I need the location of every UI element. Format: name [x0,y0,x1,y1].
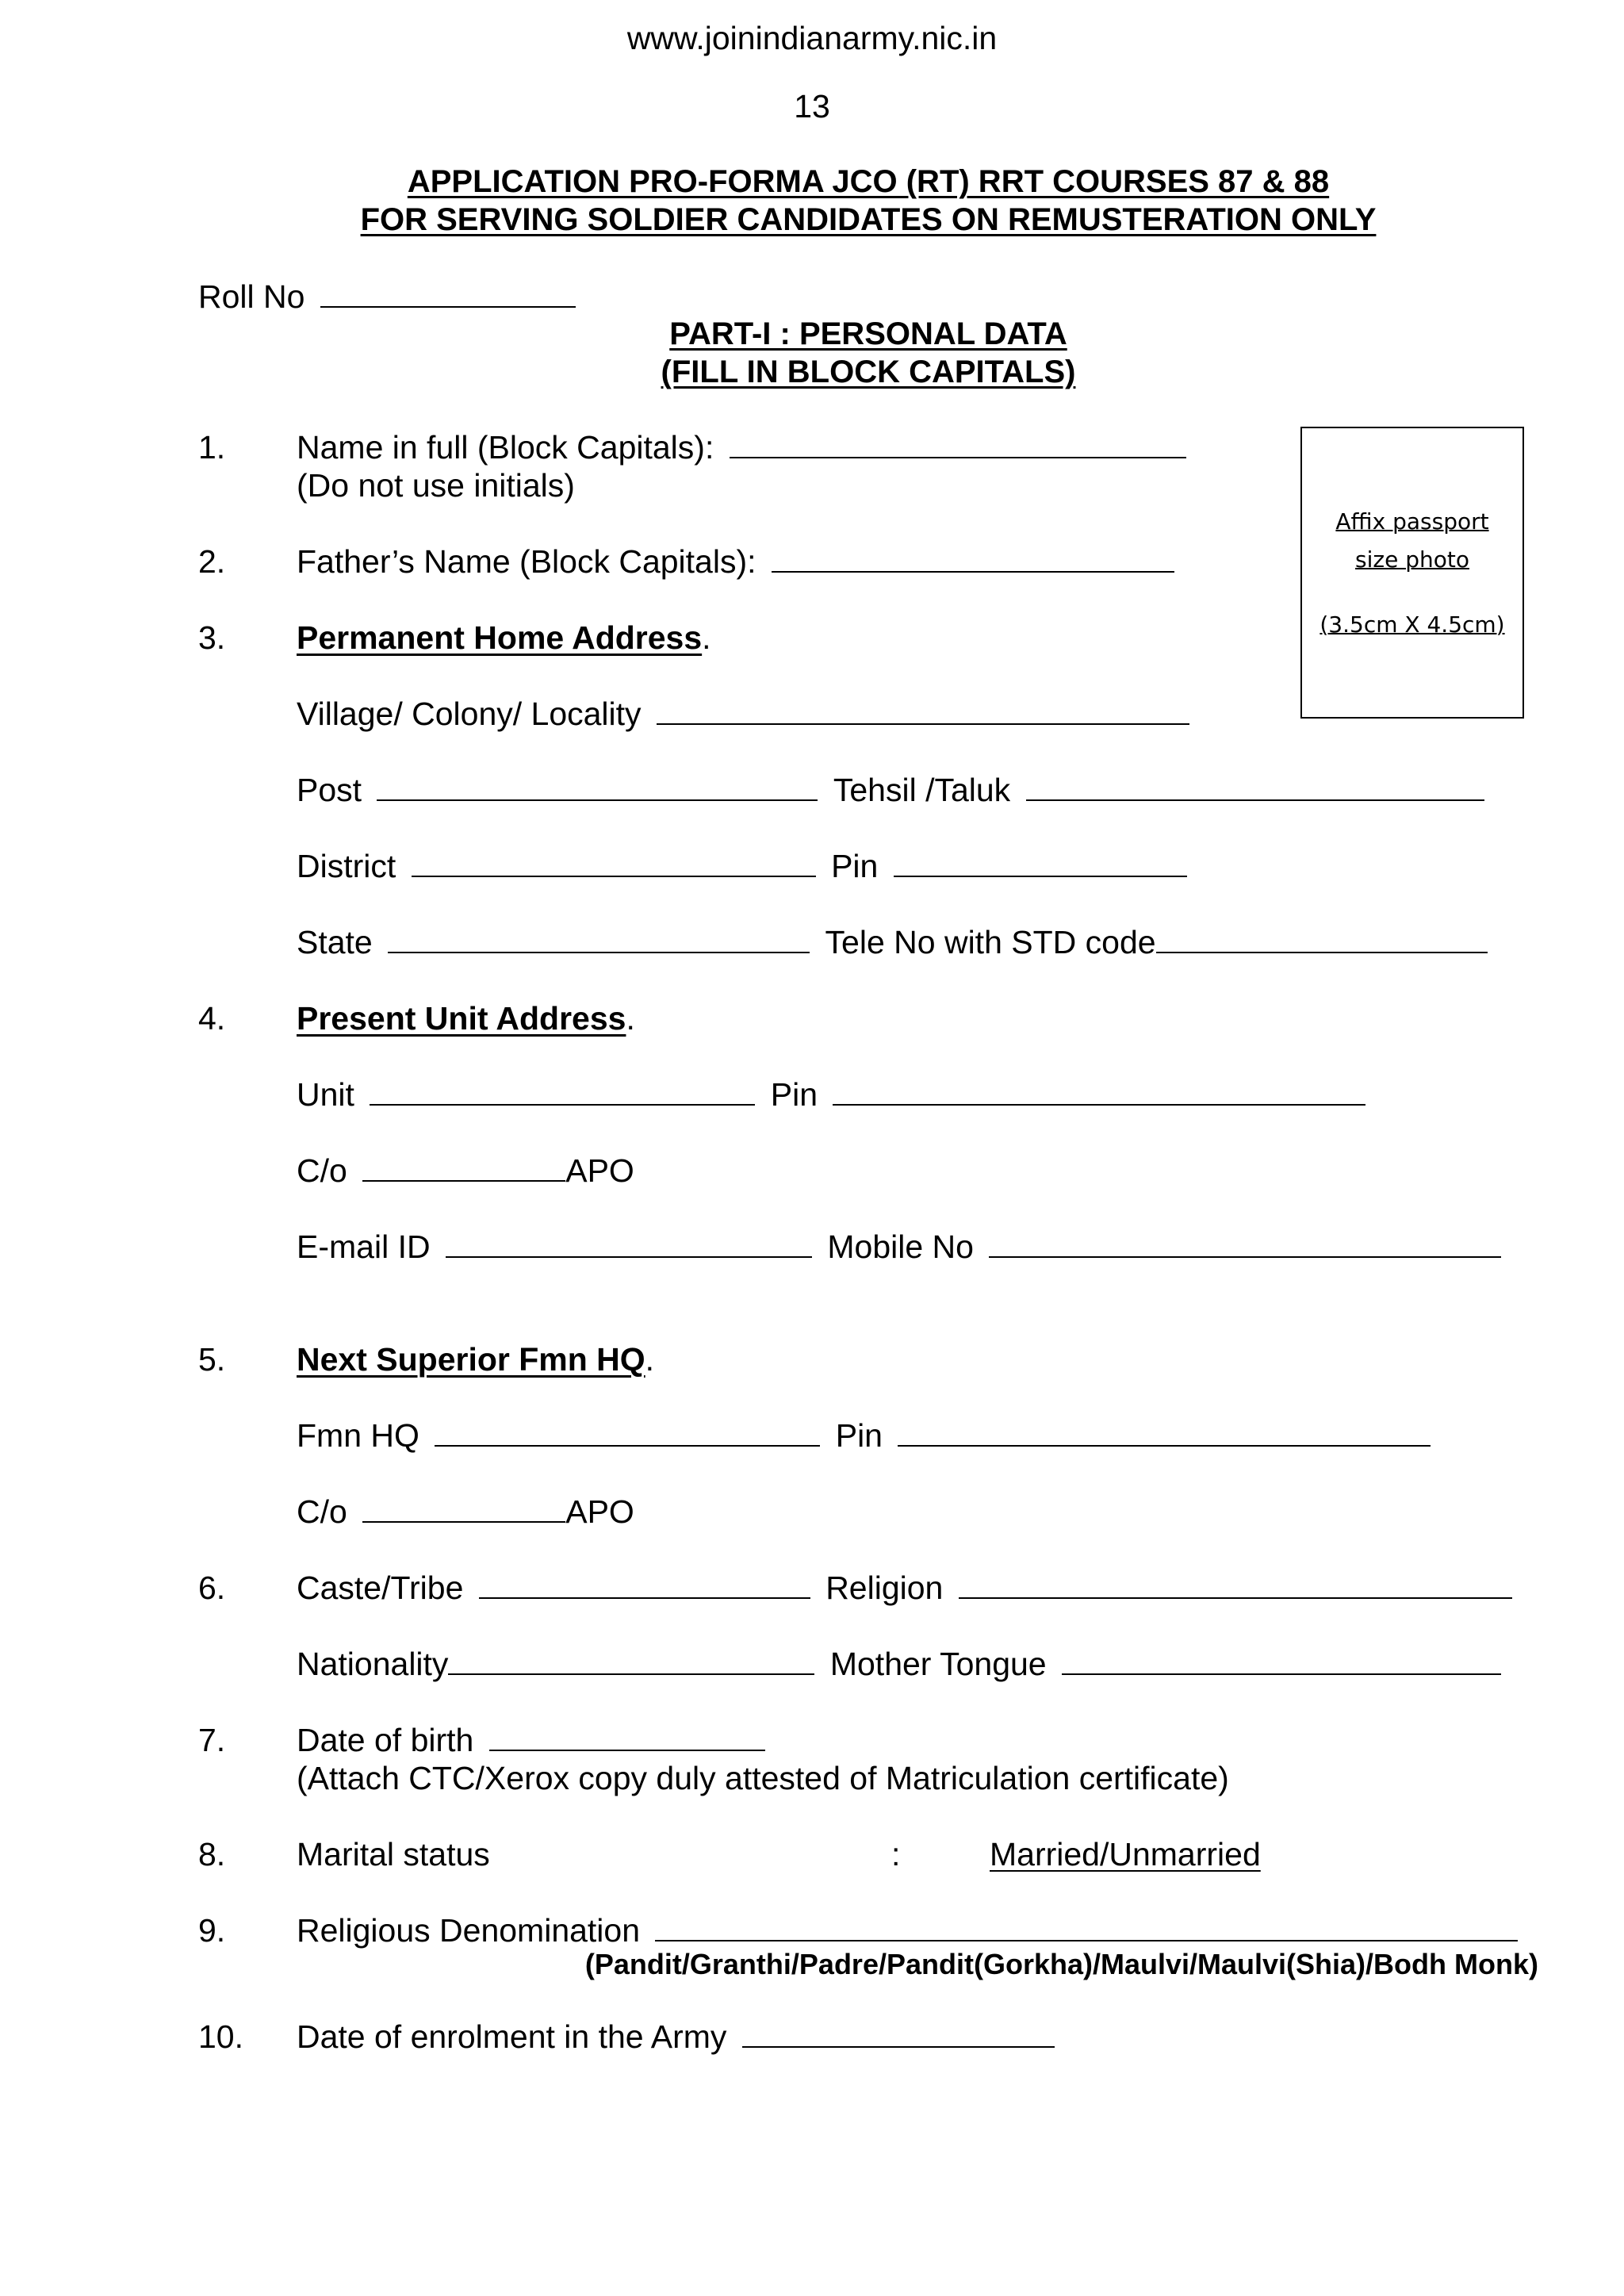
tele-field[interactable] [1156,923,1488,953]
roll-no-label: Roll No [198,278,305,315]
email-label: E-mail ID [297,1228,431,1265]
passport-photo-box[interactable] [1300,427,1524,719]
fmn-pin-label: Pin [835,1417,883,1454]
home-address-heading-row [297,619,711,657]
item-number-2: 2. [198,543,226,580]
unit-address-heading: Present Unit Address [297,1000,626,1037]
unit-address-dot: . [626,1000,635,1037]
dob-note: (Attach CTC/Xerox copy duly attested of Matriculation certificate) [297,1760,1229,1796]
pin-label: Pin [831,848,879,884]
caste-label: Caste/Tribe [297,1570,464,1606]
fmn-apo-label: APO [565,1493,634,1530]
district-label: District [297,848,396,884]
item-number-1: 1. [198,429,226,466]
unit-pin-label: Pin [770,1076,818,1113]
religion-field[interactable] [959,1569,1512,1599]
fmn-co-field[interactable] [362,1493,565,1523]
roll-no-row [198,278,576,316]
home-pin-field[interactable] [894,847,1187,877]
post-field[interactable] [377,771,818,801]
father-name-row [297,542,1174,581]
village-row [297,695,1189,733]
co-label: C/o [297,1152,347,1189]
email-mobile-row [297,1228,1501,1266]
unit-co-apo-row [297,1152,634,1190]
item-number-10: 10. [198,2018,243,2055]
state-label: State [297,924,373,960]
photo-dimensions: (3.5cm X 4.5cm) [1320,611,1505,638]
district-pin-row [297,847,1187,885]
enrolment-field[interactable] [742,2018,1055,2048]
unit-label: Unit [297,1076,354,1113]
mobile-label: Mobile No [827,1228,974,1265]
enrolment-row [297,2018,1055,2056]
denomination-label: Religious Denomination [297,1912,641,1949]
denomination-field[interactable] [655,1911,1518,1941]
home-address-dot: . [702,619,711,656]
enrolment-label: Date of enrolment in the Army [297,2018,727,2055]
marital-options[interactable]: Married/Unmarried [990,1836,1261,1872]
marital-colon: : [891,1836,901,1872]
fmn-co-apo-row [297,1493,634,1531]
home-address-heading: Permanent Home Address [297,619,703,656]
item-number-7: 7. [198,1722,226,1758]
nationality-field[interactable] [448,1645,814,1675]
father-name-label: Father’s Name (Block Capitals): [297,543,756,580]
website-url: www.joinindianarmy.nic.in [626,20,998,56]
dob-label: Date of birth [297,1722,474,1758]
fmn-field[interactable] [435,1416,820,1447]
post-tehsil-row [297,771,1484,809]
fmn-heading: Next Superior Fmn HQ [297,1341,645,1378]
dob-row [297,1721,765,1759]
district-field[interactable] [412,847,816,877]
part-heading-line1: PART-I : PERSONAL DATA [669,316,1067,351]
name-field[interactable] [730,428,1186,458]
email-field[interactable] [446,1228,812,1258]
roll-no-field[interactable] [320,278,576,308]
religion-label: Religion [825,1570,944,1606]
form-title-line2: FOR SERVING SOLDIER CANDIDATES ON REMUSTERATION ONLY [360,202,1377,237]
fmn-label: Fmn HQ [297,1417,419,1454]
nationality-tongue-row [297,1645,1501,1683]
unit-field[interactable] [370,1075,755,1106]
denomination-row [297,1911,1518,1949]
name-row [297,428,1186,466]
mobile-field[interactable] [989,1228,1501,1258]
unit-co-field[interactable] [362,1152,565,1182]
item-number-8: 8. [198,1836,226,1872]
item-number-6: 6. [198,1570,226,1606]
village-label: Village/ Colony/ Locality [297,696,642,732]
nationality-label: Nationality [297,1646,449,1682]
item-number-5: 5. [198,1341,226,1378]
father-name-field[interactable] [772,542,1174,573]
part-heading-line2: (FILL IN BLOCK CAPITALS) [661,355,1076,389]
apo-label: APO [565,1152,634,1189]
item-number-4: 4. [198,1000,226,1037]
post-label: Post [297,772,362,808]
name-note: (Do not use initials) [297,467,575,504]
unit-pin-row [297,1075,1365,1114]
caste-field[interactable] [479,1569,810,1599]
tehsil-label: Tehsil /Taluk [833,772,1011,808]
mother-tongue-label: Mother Tongue [829,1646,1047,1682]
item-number-3: 3. [198,619,226,656]
fmn-pin-field[interactable] [898,1416,1431,1447]
tele-label: Tele No with STD code [825,924,1156,960]
unit-address-heading-row [297,999,635,1037]
tehsil-field[interactable] [1026,771,1484,801]
state-tele-row [297,923,1488,961]
item-number-9: 9. [198,1912,226,1949]
unit-pin-field[interactable] [833,1075,1365,1106]
mother-tongue-field[interactable] [1062,1645,1501,1675]
form-title-line1: APPLICATION PRO-FORMA JCO (RT) RRT COURSES 87 & 88 [407,164,1330,199]
fmn-pin-row [297,1416,1431,1455]
photo-instruction-line1: Affix passport [1335,508,1489,535]
denomination-options: (Pandit/Granthi/Padre/Pandit(Gorkha)/Maulvi/Maulvi(Shia)/Bodh Monk) [584,1948,1538,1980]
marital-label: Marital status [297,1836,490,1872]
dob-field[interactable] [489,1721,765,1751]
fmn-heading-row [297,1340,654,1378]
caste-religion-row [297,1569,1512,1607]
village-field[interactable] [657,695,1189,725]
state-field[interactable] [388,923,810,953]
page-number: 13 [794,88,830,125]
name-label: Name in full (Block Capitals): [297,429,714,466]
photo-instruction-line2: size photo [1355,546,1469,573]
fmn-co-label: C/o [297,1493,347,1530]
fmn-heading-dot: . [645,1341,655,1378]
